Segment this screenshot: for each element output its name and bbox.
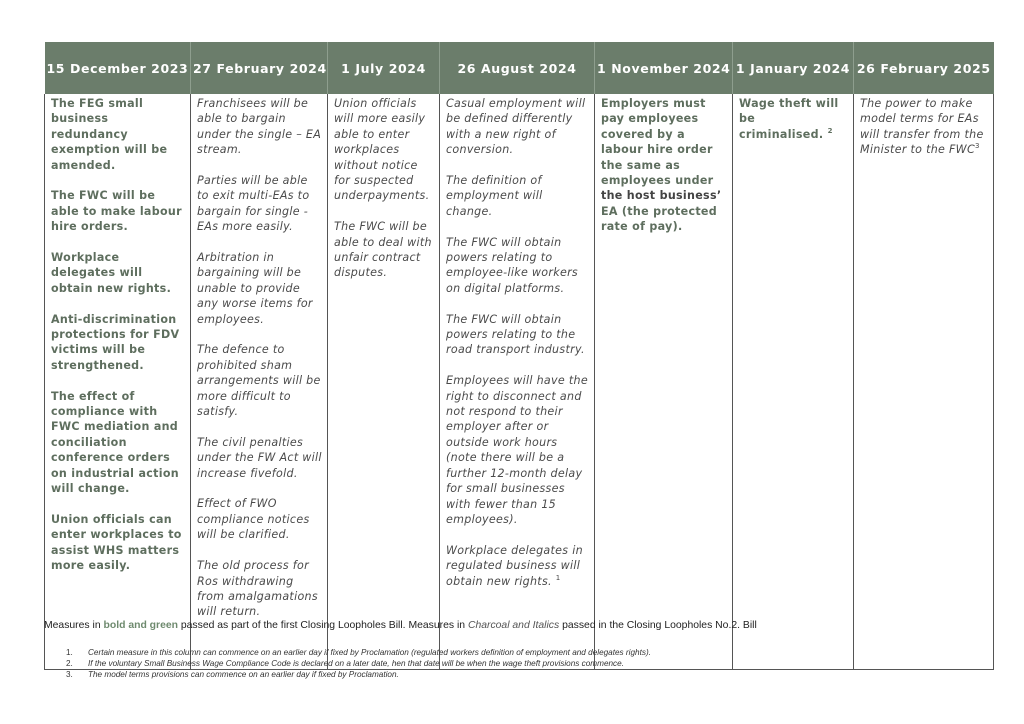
measure-item (860, 96, 988, 158)
measure-item: The FWC will obtain powers relating to employee-like workers on digital platforms. (446, 235, 579, 295)
measure-item: The old process for Ros withdrawing from amalgamations will return. (197, 559, 318, 619)
measure-item: The FWC will be able to deal with unfair contract disputes. (334, 220, 432, 280)
measures-cell-1-jul-2024 (328, 94, 440, 669)
footnote-number: 1. (66, 648, 73, 657)
measure-item: Employees will have the right to disconnect and not respond to their employer after or outside work hours (note there will be a further 12-month delay for small businesses with fewer than 15 employees). (446, 374, 588, 526)
measure-item: Effect of FWO compliance notices will be clarified. (197, 497, 310, 542)
footnote-number: 3. (66, 670, 73, 680)
legend-caption (44, 620, 757, 631)
measure-item: Union officials can enter workplaces to assist WHS matters more easily. (51, 512, 182, 573)
header-row (45, 42, 994, 94)
measure-item: Union officials will more easily able to enter workplaces without notice for suspected underpayments. (334, 97, 430, 203)
measures-cell-26-aug-2024 (440, 94, 595, 669)
footnote (66, 669, 651, 680)
measure-text: Workplace delegates in regulated business will obtain new rights. (446, 543, 583, 588)
caption-bold-green: bold and green (103, 620, 178, 631)
measure-item: Workplace delegates will obtain new rights. (51, 251, 172, 295)
measures-row (45, 94, 994, 669)
measure-item: Franchisees will be able to bargain under the single – EA stream. (197, 97, 322, 157)
measures-cell-27-feb-2024 (191, 94, 328, 669)
column-header-date: 27 February 2024 (191, 42, 328, 94)
measure-item: The FWC will be able to make labour hire orders. (51, 189, 182, 234)
measure-item (601, 96, 727, 235)
footnote-number: 2. (66, 659, 73, 669)
measures-cell-1-nov-2024 (595, 94, 733, 669)
measures-cell-1-jan-2024 (733, 94, 854, 669)
column-header-date: 15 December 2023 (45, 42, 191, 94)
measures-cell-15-dec-2023 (45, 94, 191, 669)
caption-text: passed as part of the first Closing Loopholes Bill. Measures in (180, 620, 466, 631)
measure-item: The FWC will obtain powers relating to the road transport industry. (446, 312, 585, 357)
footnote (66, 647, 651, 658)
measure-item (739, 96, 848, 142)
measure-text: EA (the protected rate of pay). (601, 204, 717, 234)
footnote (66, 658, 651, 669)
measure-item: The FEG small business redundancy exemption will be amended. (51, 97, 168, 172)
measure-text-highlight: the host business’ (601, 189, 722, 203)
measure-item: Parties will be able to exit multi-EAs to bargain for single - EAs more easily. (197, 174, 310, 234)
caption-charcoal-italics: Charcoal and Italics (467, 620, 560, 631)
measure-item: Arbitration in bargaining will be unable to provide any worse items for employees. (197, 251, 313, 326)
caption-text: Measures in (44, 620, 101, 631)
footnote-ref: 2 (827, 126, 833, 135)
column-header-date: 1 January 2024 (733, 42, 854, 94)
footnote-text: If the voluntary Small Business Wage Compliance Code is declared on a later date, hen that date will be when the wage theft provisions commence. (88, 659, 624, 669)
measure-item: Anti-discrimination protections for FDV victims will be strengthened. (51, 312, 180, 372)
footnotes-list (66, 647, 651, 681)
footnote-text: The model terms provisions can commence on an earlier day if fixed by Proclamation. (88, 670, 399, 680)
column-header-date: 26 August 2024 (440, 42, 595, 94)
footnote-text: Certain measure in this column can commence on an earlier day if fixed by Proclamation (regulated workers definition of employment and delegates rights). (88, 648, 651, 657)
measure-item: The defence to prohibited sham arrangements will be more difficult to satisfy. (197, 343, 321, 419)
measure-item: The civil penalties under the FW Act will increase fivefold. (197, 435, 322, 480)
measure-item: The effect of compliance with FWC mediation and conciliation conference orders on industrial action will change. (51, 389, 179, 496)
column-header-date: 26 February 2025 (854, 42, 994, 94)
caption-text: passed in the Closing Loopholes No.2. Bill (562, 620, 757, 631)
measure-item (446, 543, 589, 589)
measure-item: Casual employment will be defined differently with a new right of conversion. (446, 97, 586, 157)
timeline-table (44, 42, 994, 670)
measure-text: The power to make model terms for EAs will transfer from the Minister to the FWC (860, 97, 984, 157)
measures-cell-26-feb-2025 (854, 94, 994, 669)
measure-text: Employers must pay employees covered by a labour hire order the same as employees under (601, 97, 714, 188)
column-header-date: 1 July 2024 (328, 42, 440, 94)
column-header-date: 1 November 2024 (595, 42, 733, 94)
footnote-ref: 1 (555, 573, 561, 582)
footnote-ref: 3 (975, 142, 980, 151)
measure-item: The definition of employment will change. (446, 174, 543, 218)
measure-text: Wage theft will be criminalised. (739, 97, 839, 141)
